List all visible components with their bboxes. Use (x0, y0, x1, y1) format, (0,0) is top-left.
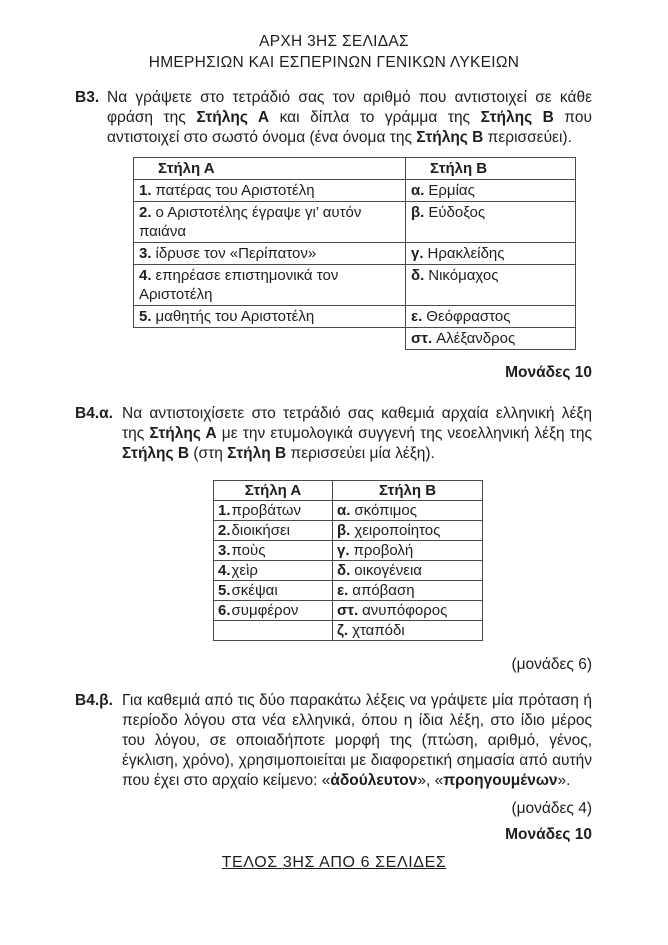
row-letter: ζ. (337, 622, 349, 639)
matching-table-b4a (213, 480, 483, 641)
table-row (134, 306, 576, 328)
row-text: ποὺς (231, 542, 266, 559)
table-row (214, 541, 483, 561)
row-text: σκέψαι (231, 582, 278, 599)
table-row (134, 243, 576, 265)
row-number: 2. (139, 204, 152, 221)
row-text: ίδρυσε τον «Περίπατον» (155, 245, 317, 262)
row-text: Ηρακλείδης (427, 245, 505, 262)
row-letter: δ. (411, 267, 425, 284)
marks-b4b-sub: (μονάδες 4) (511, 800, 592, 817)
marks-b4a: (μονάδες 6) (511, 656, 592, 673)
row-number: 4. (139, 267, 152, 284)
table-row (214, 581, 483, 601)
question-b3-label: Β3. (75, 89, 100, 106)
row-letter: α. (337, 502, 351, 519)
question-b3 (0, 88, 592, 148)
row-text: συμφέρον (231, 602, 299, 619)
row-number: 1. (218, 502, 231, 519)
row-letter: β. (337, 522, 351, 539)
empty-cell (134, 328, 406, 350)
table-row (214, 501, 483, 521)
row-text: οικογένεια (354, 562, 422, 579)
column-header-b: Στήλη Β (406, 158, 576, 180)
row-text: προβολή (353, 542, 414, 559)
row-text: ανυπόφορος (362, 602, 448, 619)
question-b4a-label: Β4.α. (75, 405, 113, 422)
row-number: 5. (139, 308, 152, 325)
table-row (214, 621, 483, 641)
row-text: μαθητής του Αριστοτέλη (155, 308, 315, 325)
row-number: 2. (218, 522, 231, 539)
header-line-2: ΗΜΕΡΗΣΙΩΝ ΚΑΙ ΕΣΠΕΡΙΝΩΝ ΓΕΝΙΚΩΝ ΛΥΚΕΙΩΝ (148, 54, 520, 71)
column-header-a: Στήλη Α (214, 481, 333, 501)
column-header-a: Στήλη Α (134, 158, 406, 180)
row-text: πατέρας του Αριστοτέλη (155, 182, 315, 199)
marks-b4b: Μονάδες 10 (505, 826, 592, 843)
row-letter: γ. (337, 542, 350, 559)
page-header (0, 0, 668, 73)
table-header-row (214, 481, 483, 501)
row-text: χταπόδι (352, 622, 405, 639)
row-letter: στ. (411, 330, 433, 347)
row-text: επηρέασε επιστημονικά τον Αριστοτέλη (139, 267, 339, 303)
empty-cell (214, 621, 333, 641)
row-number: 1. (139, 182, 152, 199)
row-number: 4. (218, 562, 231, 579)
table-row (134, 265, 576, 306)
row-letter: β. (411, 204, 425, 221)
row-number: 6. (218, 602, 231, 619)
row-text: ο Αριστοτέλης έγραψε γι’ αυτόν παιάνα (139, 204, 362, 240)
row-letter: δ. (337, 562, 351, 579)
table-row (214, 521, 483, 541)
row-text: σκόπιμος (354, 502, 417, 519)
row-number: 3. (218, 542, 231, 559)
row-number: 3. (139, 245, 152, 262)
question-b3-text: Να γράψετε στο τετράδιό σας τον αριθμό που αντιστοιχεί σε κάθε φράση της Στήλης Α και δίπλα το γράμμα της Στήλης Β που αντιστοιχεί στο σωστό όνομα (ένα όνομα της Στήλης Β περισσεύει). (107, 89, 593, 146)
row-letter: ε. (337, 582, 349, 599)
matching-table-b3 (133, 157, 576, 350)
row-text: Θεόφραστος (426, 308, 511, 325)
table-row (134, 202, 576, 243)
marks-b3: Μονάδες 10 (505, 364, 592, 381)
row-text: Αλέξανδρος (436, 330, 516, 347)
row-text: Νικόμαχος (428, 267, 499, 284)
row-letter: ε. (411, 308, 423, 325)
page-footer-text: ΤΕΛΟΣ 3ΗΣ ΑΠΟ 6 ΣΕΛΙΔΕΣ (221, 854, 447, 871)
row-text: διοικήσει (231, 522, 290, 539)
table-row (214, 601, 483, 621)
row-text: Ερμίας (428, 182, 475, 199)
header-line-1: ΑΡΧΗ 3ΗΣ ΣΕΛΙΔΑΣ (259, 33, 409, 50)
table-row (214, 561, 483, 581)
table-header-row (134, 158, 576, 180)
question-b4a-text: Να αντιστοιχίσετε στο τετράδιό σας καθεμιά αρχαία ελληνική λέξη της Στήλης Α με την ετυμολογικά συγγενή της νεοελληνική λέξη της Στήλης Β (στη Στήλη Β περισσεύει μία λέξη). (122, 405, 592, 462)
question-b4b-label: Β4.β. (75, 692, 113, 709)
question-b4b-text: Για καθεμιά από τις δύο παρακάτω λέξεις να γράψετε μία πρόταση ή περίοδο λόγου στα νέα ελληνικά, όπου η ίδια λέξη, στο ίδιο μέρος του λόγου, σε οποιαδήποτε μορφή της (πτώση, αριθμό, γένος, έγκλιση, χρόνο), χρησιμοποιείται με διαφορετική σημασία από αυτήν που έχει στο αρχαίο κείμενο: «ἀδούλευτον», «προηγουμένων». (122, 692, 592, 789)
row-letter: γ. (411, 245, 424, 262)
row-text: χειροποίητος (354, 522, 441, 539)
row-text: χεὶρ (231, 562, 258, 579)
row-number: 5. (218, 582, 231, 599)
row-text: προβάτων (231, 502, 301, 519)
table-row (134, 328, 576, 350)
question-b4a (0, 404, 592, 464)
column-header-b: Στήλη Β (333, 481, 483, 501)
row-text: απόβαση (352, 582, 415, 599)
row-text: Εύδοξος (428, 204, 486, 221)
row-letter: α. (411, 182, 425, 199)
question-b4b (0, 691, 592, 791)
row-letter: στ. (337, 602, 359, 619)
table-row (134, 180, 576, 202)
page-footer (0, 854, 668, 872)
